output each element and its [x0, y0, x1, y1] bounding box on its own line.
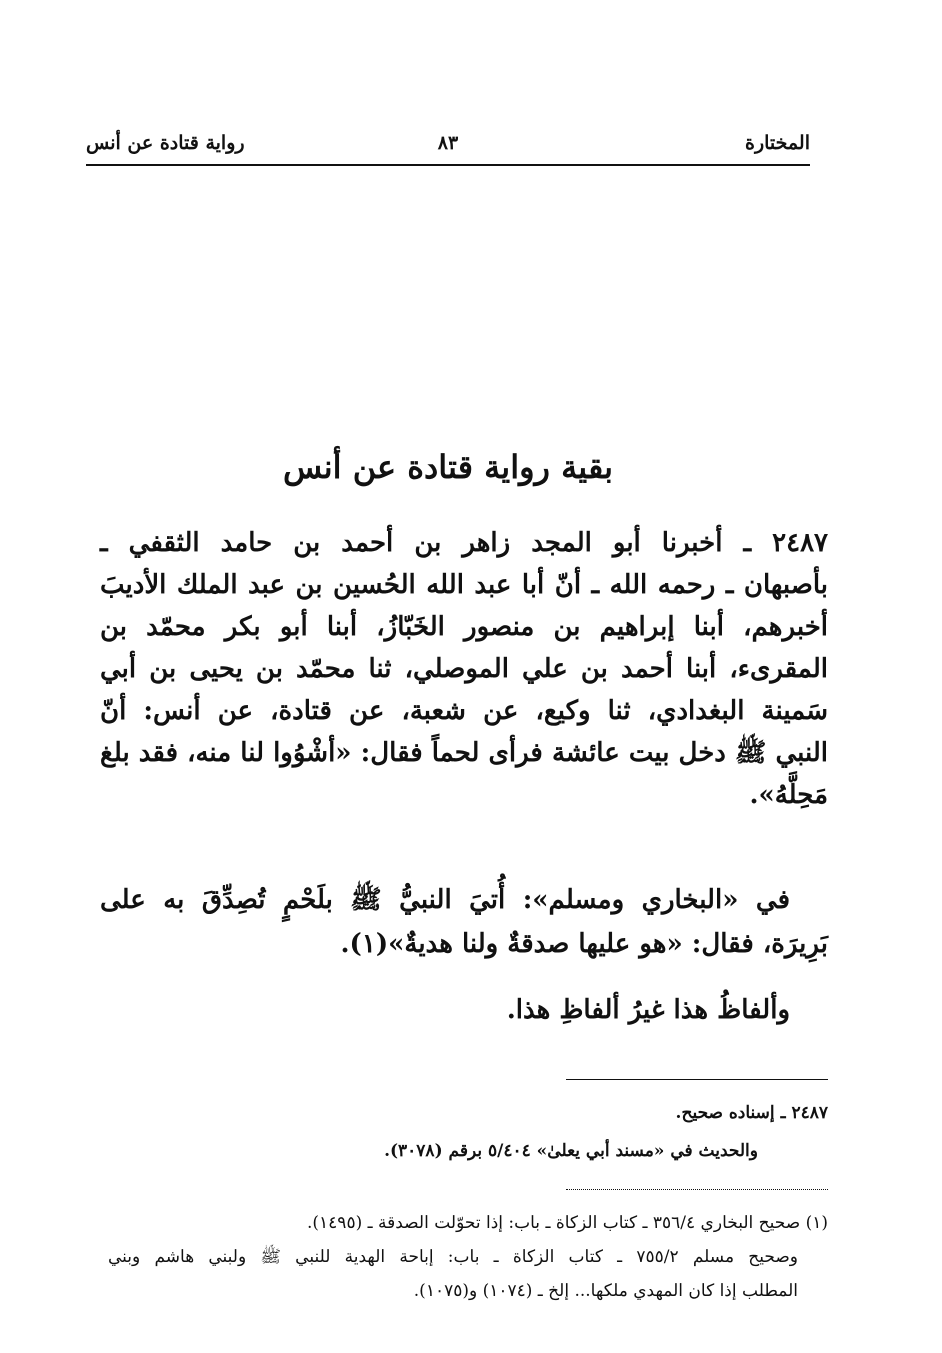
commentary-line: بَرِيرَة، فقال: «هو عليها صدقةٌ ولنا هديةٌ»(١). [340, 929, 828, 959]
hadith-line: النبي ﷺ دخل بيت عائشة فرأى لحماً فقال: «أشْوُوا لنا منه، فقد بلغ [100, 738, 828, 768]
footnote-line: المطلب إذا كان المهدي ملكها... إلخ ـ (١٠٧٤) و(١٠٧٥). [413, 1281, 798, 1301]
book-title: المختارة [745, 132, 810, 154]
hadith-line: بأصبهان ـ رحمه الله ـ أنّ أبا عبد الله الحُسين بن عبد الملك الأديبَ [100, 570, 828, 600]
footnote-line: والحديث في «مسند أبي يعلىٰ» ٥/٤٠٤ برقم (٣٠٧٨). [384, 1141, 758, 1161]
footnote-separator [566, 1079, 828, 1080]
hadith-line: مَحِلَّهُ». [749, 780, 828, 810]
section-title: بقية رواية قتادة عن أنس [282, 448, 614, 486]
footnote-line: (١) صحيح البخاري ٣٥٦/٤ ـ كتاب الزكاة ـ باب: إذا تحوّلت الصدقة ـ (١٤٩٥). [307, 1213, 828, 1233]
chapter-title: رواية قتادة عن أنس [86, 132, 245, 154]
commentary-line: في «البخاري ومسلم»: أُتيَ النبيُّ ﷺ بلَحْمٍ تُصِدِّقَ به على [100, 885, 790, 915]
running-header [86, 130, 810, 166]
page-number: ٨٣ [437, 132, 459, 154]
hadith-line: ٢٤٨٧ ـ أخبرنا أبو المجد زاهر بن أحمد بن حامد الثقفي ـ [100, 528, 828, 558]
footnote-line: ٢٤٨٧ ـ إسناده صحيح. [675, 1103, 828, 1123]
footnote-separator-dotted [566, 1189, 828, 1190]
commentary-line: وألفاظُ هذا غيرُ ألفاظِ هذا. [506, 995, 790, 1025]
hadith-line: سَمينة البغدادي، ثنا وكيع، عن شعبة، عن قتادة، عن أنس: أنّ [100, 696, 828, 726]
footnote-line: وصحيح مسلم ٧٥٥/٢ ـ كتاب الزكاة ـ باب: إباحة الهدية للنبي ﷺ ولبني هاشم وبني [108, 1247, 798, 1267]
hadith-line: أخبرهم، أبنا إبراهيم بن منصور الخَبّازُ، أبنا أبو بكر محمّد بن [100, 612, 828, 642]
hadith-line: المقرىء، أبنا أحمد بن علي الموصلي، ثنا محمّد بن يحيى بن أبي [100, 654, 828, 684]
